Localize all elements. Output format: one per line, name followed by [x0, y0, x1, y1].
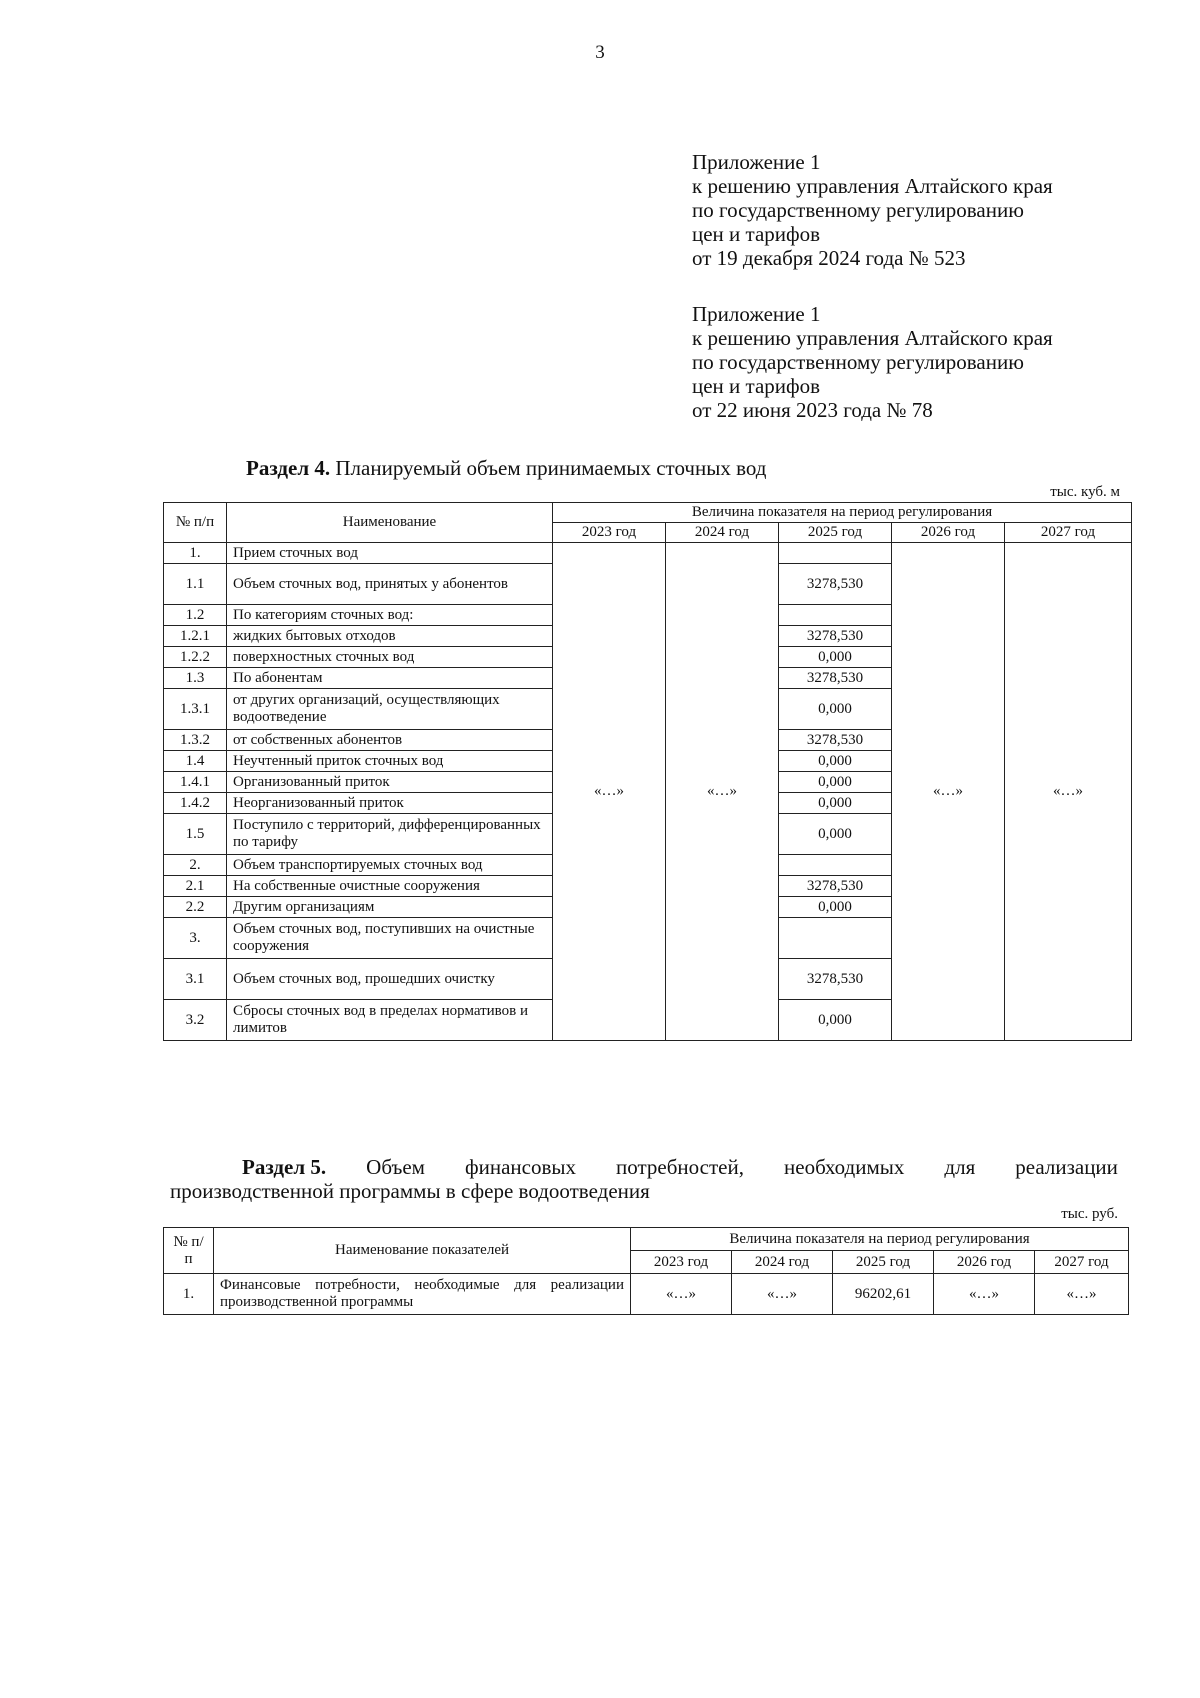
header-year: 2026 год [892, 523, 1005, 543]
row-name: Организованный приток [227, 772, 553, 793]
table-row [164, 1274, 1129, 1315]
row-num: 1.2.1 [164, 626, 227, 647]
row-value-2025 [779, 605, 892, 626]
section5-title [170, 1155, 1118, 1203]
row-name: Объем сточных вод, прошедших очистку [227, 959, 553, 1000]
row-name: Другим организациям [227, 897, 553, 918]
row-value-2025: 3278,530 [779, 564, 892, 605]
section4-title [246, 456, 766, 480]
placeholder-2027: «…» [1005, 543, 1132, 1041]
row-value-2027: «…» [1035, 1274, 1129, 1315]
annex-line: от 22 июня 2023 года № 78 [692, 398, 933, 422]
row-value-2025: 0,000 [779, 751, 892, 772]
row-num: 2. [164, 855, 227, 876]
row-num: 1.2.2 [164, 647, 227, 668]
row-name: Поступило с территорий, дифференцированных по тарифу [227, 814, 553, 855]
row-name: Объем транспортируемых сточных вод [227, 855, 553, 876]
section5-title-line1 [170, 1155, 1118, 1179]
header-year: 2024 год [666, 523, 779, 543]
row-name: Прием сточных вод [227, 543, 553, 564]
section5-title-word: необходимых [784, 1155, 905, 1179]
row-num: 1.3.2 [164, 730, 227, 751]
row-value-2025: 96202,61 [833, 1274, 934, 1315]
header-period: Величина показателя на период регулирования [631, 1228, 1129, 1251]
header-year: 2023 год [631, 1251, 732, 1274]
row-value-2025 [779, 855, 892, 876]
row-num: 1.1 [164, 564, 227, 605]
header-year: 2027 год [1035, 1251, 1129, 1274]
row-value-2025: 0,000 [779, 689, 892, 730]
header-num: № п/п [164, 503, 227, 543]
row-num: 1. [164, 543, 227, 564]
annex-line: цен и тарифов [692, 222, 821, 246]
row-name: Сбросы сточных вод в пределах нормативов и лимитов [227, 1000, 553, 1041]
header-year: 2026 год [934, 1251, 1035, 1274]
row-num: 1.4 [164, 751, 227, 772]
annex-line: к решению управления Алтайского края [692, 174, 1053, 198]
row-name: Объем сточных вод, принятых у абонентов [227, 564, 553, 605]
row-value-2025: 0,000 [779, 1000, 892, 1041]
placeholder-2023: «…» [553, 543, 666, 1041]
row-name: По абонентам [227, 668, 553, 689]
section5-title-bold: Раздел 5. [242, 1155, 327, 1179]
placeholder-2024: «…» [666, 543, 779, 1041]
row-value-2025: 0,000 [779, 772, 892, 793]
row-value-2023: «…» [631, 1274, 732, 1315]
row-name: Объем сточных вод, поступивших на очистные сооружения [227, 918, 553, 959]
row-num: 2.2 [164, 897, 227, 918]
section5-title-word: реализации [1015, 1155, 1118, 1179]
section5-title-word: для [944, 1155, 976, 1179]
annex-current-block [692, 150, 1053, 270]
placeholder-2026: «…» [892, 543, 1005, 1041]
header-num: № п/п [164, 1228, 214, 1274]
section5-unit: тыс. руб. [1061, 1206, 1118, 1222]
row-value-2025: 0,000 [779, 814, 892, 855]
row-value-2025: 3278,530 [779, 730, 892, 751]
annex-line: по государственному регулированию [692, 198, 1024, 222]
header-year: 2025 год [833, 1251, 934, 1274]
table-row [164, 543, 1132, 564]
row-value-2025 [779, 918, 892, 959]
header-name: Наименование показателей [214, 1228, 631, 1274]
page-number: 3 [595, 42, 605, 63]
annex-line: Приложение 1 [692, 302, 821, 326]
row-name: жидких бытовых отходов [227, 626, 553, 647]
row-num: 3. [164, 918, 227, 959]
section5-title-line2: производственной программы в сфере водоотведения [170, 1179, 650, 1203]
row-value-2025: 3278,530 [779, 668, 892, 689]
row-value-2026: «…» [934, 1274, 1035, 1315]
row-value-2025: 0,000 [779, 647, 892, 668]
row-num: 1.5 [164, 814, 227, 855]
row-name: от собственных абонентов [227, 730, 553, 751]
annex-line: по государственному регулированию [692, 350, 1024, 374]
row-value-2024: «…» [732, 1274, 833, 1315]
row-num: 1.3.1 [164, 689, 227, 730]
row-num: 2.1 [164, 876, 227, 897]
row-value-2025: 0,000 [779, 793, 892, 814]
section4-title-text: Планируемый объем принимаемых сточных вод [330, 456, 767, 480]
section5-table [163, 1227, 1129, 1315]
section4-unit: тыс. куб. м [1050, 484, 1120, 500]
header-year: 2027 год [1005, 523, 1132, 543]
row-num: 1. [164, 1274, 214, 1315]
section5-title-word: Объем [366, 1155, 425, 1179]
annex-line: Приложение 1 [692, 150, 821, 174]
row-name: По категориям сточных вод: [227, 605, 553, 626]
row-value-2025: 3278,530 [779, 626, 892, 647]
annex-line: от 19 декабря 2024 года № 523 [692, 246, 966, 270]
row-num: 3.1 [164, 959, 227, 1000]
header-period: Величина показателя на период регулирования [553, 503, 1132, 523]
section4-table [163, 502, 1132, 1041]
row-name: На собственные очистные сооружения [227, 876, 553, 897]
row-value-2025: 3278,530 [779, 876, 892, 897]
header-name: Наименование [227, 503, 553, 543]
row-name: Неорганизованный приток [227, 793, 553, 814]
row-name: поверхностных сточных вод [227, 647, 553, 668]
annex-line: цен и тарифов [692, 374, 821, 398]
row-num: 1.2 [164, 605, 227, 626]
row-num: 1.4.1 [164, 772, 227, 793]
row-name: Финансовые потребности, необходимые для реализации производственной программы [214, 1274, 631, 1315]
header-year: 2025 год [779, 523, 892, 543]
section5-title-word: финансовых [464, 1155, 576, 1179]
row-num: 3.2 [164, 1000, 227, 1041]
header-year: 2023 год [553, 523, 666, 543]
row-name: Неучтенный приток сточных вод [227, 751, 553, 772]
row-num: 1.3 [164, 668, 227, 689]
section5-title-word: потребностей, [616, 1155, 744, 1179]
row-value-2025: 3278,530 [779, 959, 892, 1000]
annex-original-block [692, 302, 1053, 422]
row-value-2025 [779, 543, 892, 564]
row-name: от других организаций, осуществляющих водоотведение [227, 689, 553, 730]
annex-line: к решению управления Алтайского края [692, 326, 1053, 350]
row-num: 1.4.2 [164, 793, 227, 814]
section4-title-bold: Раздел 4. [246, 456, 331, 480]
header-year: 2024 год [732, 1251, 833, 1274]
row-value-2025: 0,000 [779, 897, 892, 918]
